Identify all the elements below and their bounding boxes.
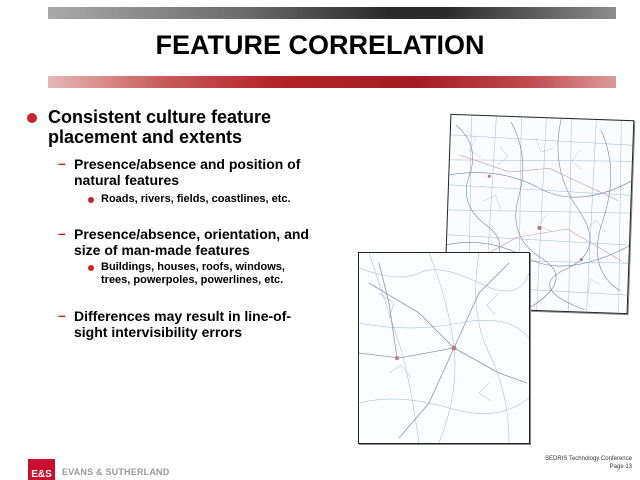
- page-number: Page 13: [609, 464, 632, 470]
- bullet-dot-icon: [88, 197, 94, 203]
- bullet-dot-icon: [88, 265, 94, 271]
- map-image-sparse: [358, 252, 530, 444]
- sub-item: Differences may result in line-of-sight intervisibility errors: [74, 308, 292, 340]
- red-decorative-bar: [48, 76, 616, 88]
- dash-icon: –: [58, 307, 66, 323]
- sub-item: Presence/absence and position of natural features: [74, 156, 301, 188]
- footer-info: [545, 455, 632, 471]
- dash-icon: –: [58, 155, 66, 171]
- bullet-dot-icon: [27, 113, 37, 123]
- main-bullet: Consistent culture feature placement and extents: [48, 107, 272, 147]
- detail-item: Buildings, houses, roofs, windows, trees, powerpoles, powerlines, etc.: [101, 261, 285, 286]
- conference-name: SEDRIS Technology Conference: [545, 456, 632, 462]
- dash-icon: –: [58, 225, 66, 241]
- slide-title: FEATURE CORRELATION: [155, 30, 485, 60]
- company-logo-icon: E&S: [28, 459, 55, 480]
- sub-item: Presence/absence, orientation, and size of man-made features: [74, 226, 309, 258]
- top-decorative-bar: [48, 7, 616, 19]
- detail-item: Roads, rivers, fields, coastlines, etc.: [101, 193, 291, 205]
- company-name: EVANS & SUTHERLAND: [62, 467, 170, 477]
